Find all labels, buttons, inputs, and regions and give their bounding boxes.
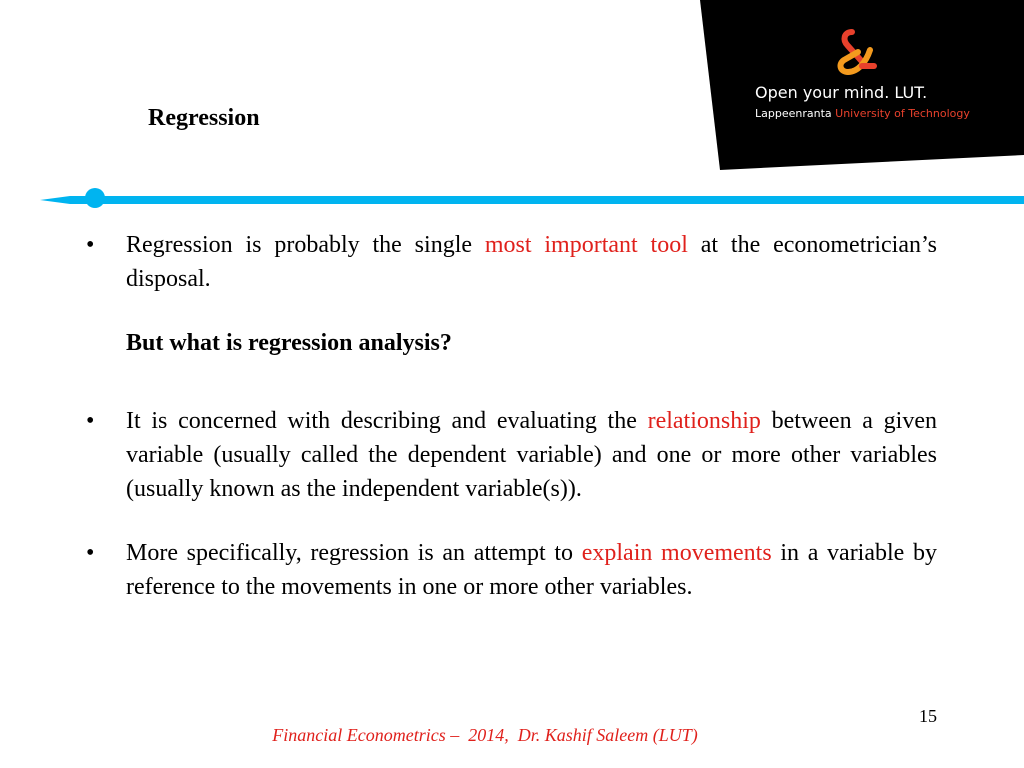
highlighted-phrase: relationship	[647, 408, 761, 434]
page-number: 15	[919, 706, 937, 726]
slide-body	[86, 228, 937, 634]
bullet-text-part: It is concerned with describing and evaluating the	[126, 408, 648, 434]
bullet-text-part: Regression is probably the single	[126, 232, 485, 258]
bullet-text-part: at the econometrician’s disposal.	[126, 232, 938, 292]
footer-text: Financial Econometrics – 2014, Dr. Kashif Saleem (LUT)	[272, 725, 698, 745]
slide-title: Regression	[148, 105, 260, 131]
bullet-text	[126, 404, 937, 506]
bullet-text-part: between a given variable (usually called the dependent variable) and one or more other variables (usually known as the independent variable(s)).	[126, 408, 937, 502]
bullet-symbol: •	[86, 540, 95, 566]
lut-ampersand-logo-icon	[832, 28, 884, 80]
bullet-text-part: in a variable by reference to the movements in one or more other variables.	[126, 540, 937, 600]
bullet-item-1	[86, 228, 937, 296]
bullet-symbol: •	[86, 408, 95, 434]
bullet-text-part: More specifically, regression is an attempt to	[126, 540, 582, 566]
logo-university-name	[755, 107, 970, 121]
logo-university-accent: University of Technology	[835, 107, 970, 120]
question-heading: But what is regression analysis?	[126, 330, 452, 356]
bullet-text	[126, 228, 937, 296]
highlighted-phrase: most important tool	[484, 232, 688, 258]
bullet-text	[126, 536, 937, 604]
header-divider-line	[40, 186, 1024, 214]
logo-university-plain: Lappeenranta	[755, 107, 832, 120]
logo-tagline: Open your mind. LUT.	[755, 83, 928, 102]
bullet-item-2	[86, 404, 937, 506]
highlighted-phrase: explain movements	[581, 540, 772, 566]
bullet-item-3	[86, 536, 937, 604]
bullet-symbol: •	[86, 232, 95, 258]
